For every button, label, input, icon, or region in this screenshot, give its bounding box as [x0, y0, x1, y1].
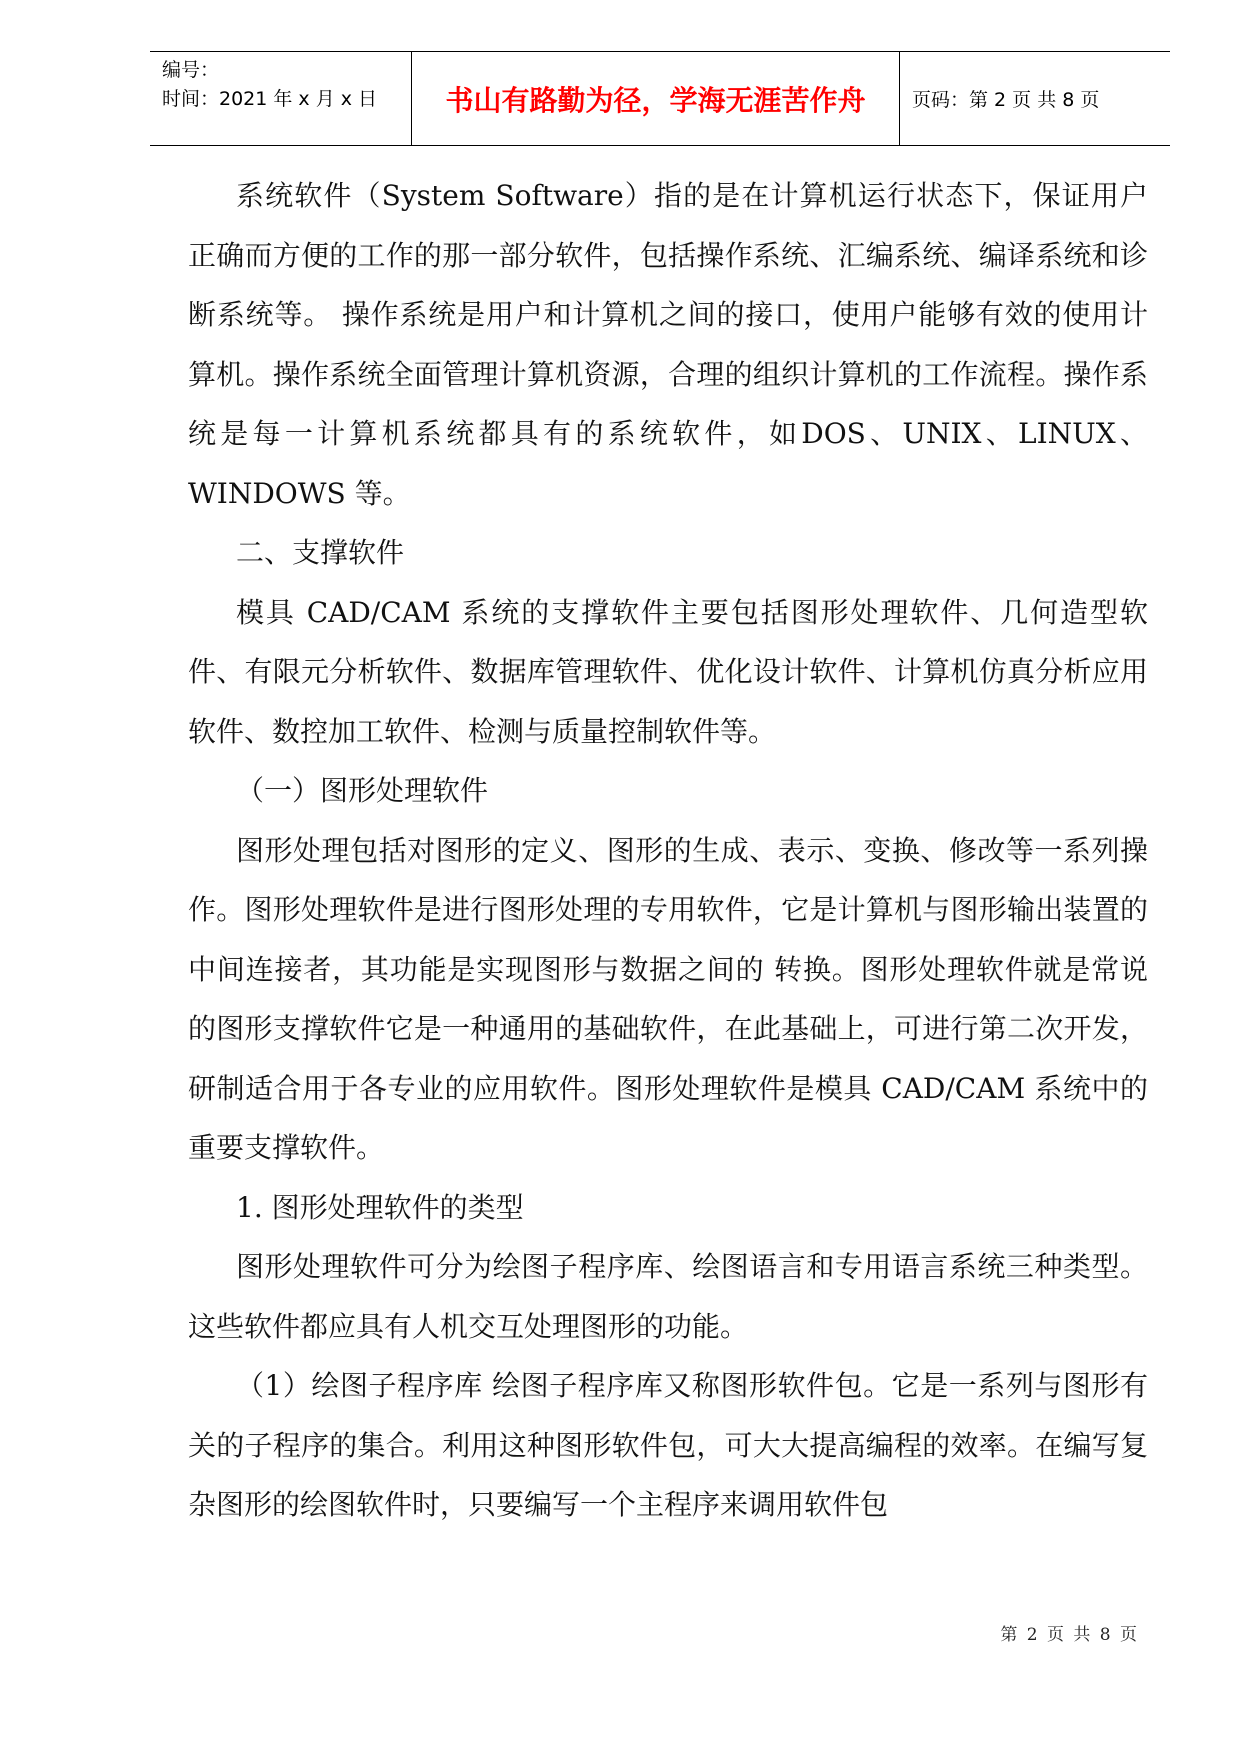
document-number-label: 编号： [162, 59, 220, 81]
header-motto: 书山有路勤为径，学海无涯苦作舟 [412, 52, 900, 145]
paragraph-system-software: 系统软件（System Software）指的是在计算机运行状态下，保证用户正确而方便的工作的那一部分软件，包括操作系统、汇编系统、编译系统和诊断系统等。 操作系统是用户和计算机之间的接口，使用户能够有效的使用计算机。操作系统全面管理计算机资源，合理的组织计算机的工作流程。操作系统是每一计算机系统都具有的系统软件，如DOS、UNIX、LINUX、WINDOWS 等。 [188, 179, 1148, 510]
subsection-heading-graphics-software: （一）图形处理软件 [236, 774, 489, 807]
paragraph-software-types: 图形处理软件可分为绘图子程序库、绘图语言和专用语言系统三种类型。这些软件都应具有人机交互处理图形的功能。 [188, 1250, 1148, 1343]
header-meta [150, 52, 412, 145]
paragraph-support-software: 模具 CAD/CAM 系统的支撑软件主要包括图形处理软件、几何造型软件、有限元分析软件、数据库管理软件、优化设计软件、计算机仿真分析应用软件、数控加工软件、检测与质量控制软件等。 [188, 595, 1148, 748]
paragraph-subroutine-library: （1）绘图子程序库 绘图子程序库又称图形软件包。它是一系列与图形有关的子程序的集合。利用这种图形软件包，可大大提高编程的效率。在编写复杂图形的绘图软件时，只要编写一个主程序来调用软件包 [188, 1369, 1148, 1521]
section-heading-support-software: 二、支撑软件 [236, 536, 405, 569]
page-footer: 第 2 页 共 8 页 [1000, 1625, 1139, 1645]
document-body [188, 166, 1148, 1535]
paragraph-graphics-software: 图形处理包括对图形的定义、图形的生成、表示、变换、修改等一系列操作。图形处理软件是进行图形处理的专用软件，它是计算机与图形输出装置的中间连接者，其功能是实现图形与数据之间的 转换。图形处理软件就是常说的图形支撑软件它是一种通用的基础软件，在此基础上，可进行第二次开发，研制适合用于各专业的应用软件。图形处理软件是模具 CAD/CAM 系统中的重要支撑软件。 [188, 833, 1148, 1164]
header-page-number: 页码：第 2 页 共 8 页 [912, 89, 1100, 111]
page-header [150, 51, 1170, 146]
item-heading-software-types: 1. 图形处理软件的类型 [236, 1190, 524, 1224]
document-time-label: 时间：2021 年 x 月 x 日 [162, 88, 378, 110]
